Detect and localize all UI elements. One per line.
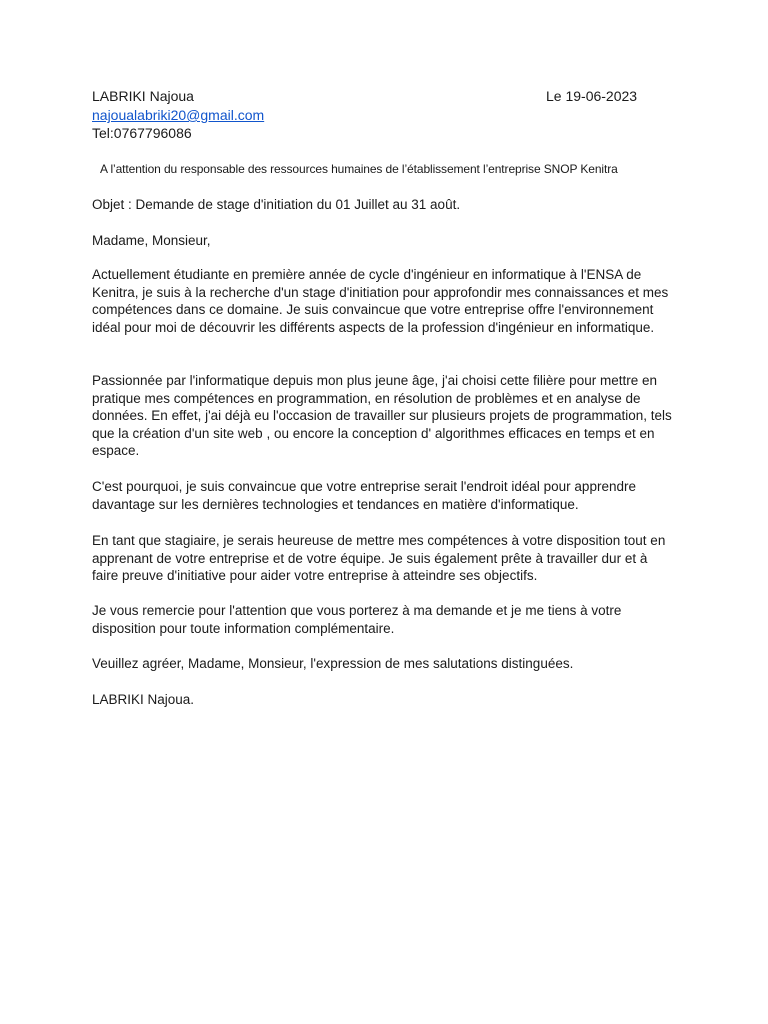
paragraph-motivation: C'est pourquoi, je suis convaincue que votre entreprise serait l'endroit idéal pour apprendre davantage sur les dernières technologies et tendances en matière d'informatique. xyxy=(92,479,636,512)
attention-line: A l’attention du responsable des ressources humaines de l’établissement l’entreprise SNOP Kenitra xyxy=(100,162,618,176)
paragraph-intern-commitment: En tant que stagiaire, je serais heureuse de mettre mes compétences à votre disposition tout en apprenant de votre entreprise et de votre équipe. Je suis également prête à travailler dur et à faire preuve d'initiative pour aider votre entreprise à atteindre ses objectifs. xyxy=(92,533,666,584)
letter-closing: Veuillez agréer, Madame, Monsieur, l'expression de mes salutations distinguées. xyxy=(92,656,574,671)
letter-date: Le 19-06-2023 xyxy=(546,88,638,104)
phone-number: Tel:0767796086 xyxy=(92,125,192,141)
email-link[interactable]: najoualabriki20@gmail.com xyxy=(92,107,265,123)
paragraph-thanks: Je vous remercie pour l'attention que vous porterez à ma demande et je me tiens à votre disposition pour toute information complémentaire. xyxy=(92,603,622,636)
paragraph-introduction: Actuellement étudiante en première année de cycle d'ingénieur en informatique à l'ENSA de Kenitra, je suis à la recherche d'un stage d'initiation pour approfondir mes connaissances et mes compétences dans ce domaine. Je suis convaincue que votre entreprise offre l'environnement idéal pour moi de découvrir les différents aspects de la profession d'ingénieur en informatique. xyxy=(92,267,669,335)
paragraph-passion: Passionnée par l'informatique depuis mon plus jeune âge, j'ai choisi cette filière pour mettre en pratique mes compétences en programmation, en résolution de problèmes et en analyse de données. En effet, j'ai déjà eu l'occasion de travailler sur plusieurs projets de programmation, tels que la création d'un site web , ou encore la conception d' algorithmes efficaces en temps et en espace. xyxy=(92,373,672,459)
sender-name: LABRIKI Najoua xyxy=(92,88,194,104)
letter-object: Objet : Demande de stage d'initiation du 01 Juillet au 31 août. xyxy=(92,197,461,212)
letter-greeting: Madame, Monsieur, xyxy=(92,233,211,248)
letter-signature: LABRIKI Najoua. xyxy=(92,692,195,707)
